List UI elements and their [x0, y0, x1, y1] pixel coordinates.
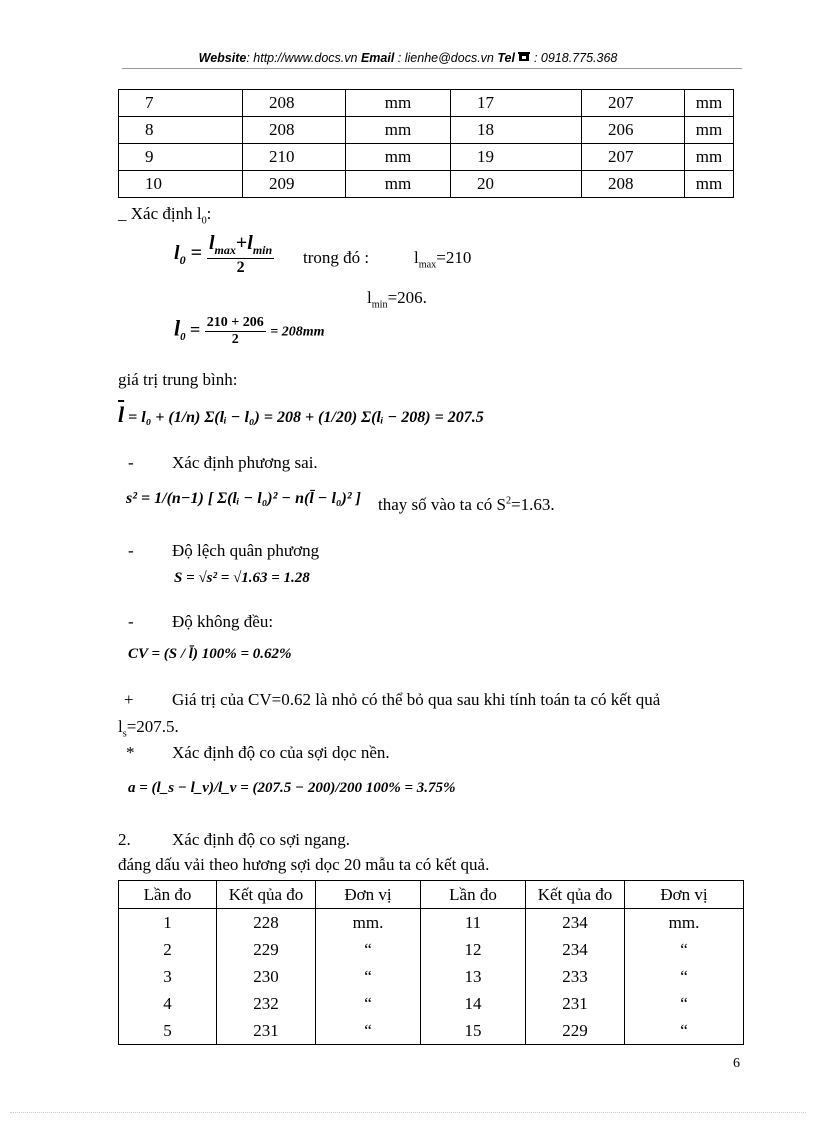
text: _ Xác định l	[118, 204, 202, 223]
formula-eq: =	[190, 319, 201, 340]
table-cell: 230	[217, 963, 316, 990]
table-cell: 13	[421, 963, 526, 990]
cv-conclusion: Giá trị của CV=0.62 là nhỏ có thể bỏ qua sau khi tính toán ta có kết quả	[172, 690, 661, 709]
text: thay số vào ta có S	[378, 495, 506, 514]
table-cell: 233	[526, 963, 625, 990]
table-cell: mm	[685, 144, 734, 171]
table-cell: 3	[119, 963, 217, 990]
formula-sub: 0	[179, 253, 186, 268]
table-cell: 231	[217, 1017, 316, 1045]
bullet-plus: +	[124, 690, 134, 709]
formula-symbol: l	[208, 232, 215, 254]
table-cell: 207	[582, 144, 685, 171]
table-row	[119, 909, 744, 937]
table-cell: 208	[243, 117, 346, 144]
formula-mean	[118, 402, 484, 428]
text: =206.	[387, 288, 427, 307]
column-header: Kết qủa đo	[217, 881, 316, 909]
formula-sub: 0	[180, 331, 186, 344]
table-row	[119, 90, 734, 117]
tel-label: Tel	[497, 51, 515, 65]
text: l	[414, 248, 419, 267]
formula-fraction	[205, 315, 266, 348]
table-cell: 231	[526, 990, 625, 1017]
table-cell: “	[625, 963, 744, 990]
table-cell: 206	[582, 117, 685, 144]
table-cell: 7	[119, 90, 243, 117]
formula-denominator: 2	[231, 332, 239, 347]
table-cell: “	[625, 1017, 744, 1045]
formula-variance	[126, 490, 361, 508]
header-divider	[122, 68, 742, 69]
page-header	[0, 51, 816, 65]
table-cell: “	[625, 936, 744, 963]
table-cell: “	[625, 990, 744, 1017]
measurement-table-1	[118, 89, 734, 198]
table-cell: 210	[243, 144, 346, 171]
ls-result	[118, 717, 179, 739]
table-row	[119, 990, 744, 1017]
warp-shrinkage-heading: Xác định độ co của sợi dọc nền.	[172, 743, 390, 762]
email-label: Email	[360, 51, 395, 65]
table-cell: 209	[243, 171, 346, 198]
table-row	[119, 936, 744, 963]
superscript: 2	[505, 495, 512, 507]
table-cell: 2	[119, 936, 217, 963]
footer-dotted-line	[10, 1112, 806, 1113]
table-cell: 14	[421, 990, 526, 1017]
table-cell: 1	[119, 909, 217, 937]
table-cell: 229	[217, 936, 316, 963]
formula-eq: =	[190, 242, 202, 265]
formula-fraction	[207, 232, 274, 277]
text: =207.5.	[126, 717, 179, 736]
formula-denominator: 2	[236, 259, 245, 276]
table-cell: mm	[346, 144, 451, 171]
table-cell: 8	[119, 117, 243, 144]
formula-variance-expression: s² = 1/(n−1) [ Σ(lᵢ − l₀)² − n(l̄ − l₀)² ]	[126, 490, 361, 507]
column-header: Đơn vị	[316, 881, 421, 909]
table-cell: 18	[451, 117, 582, 144]
table-cell: mm	[685, 171, 734, 198]
subscript: min	[371, 299, 388, 311]
table-cell: mm	[685, 117, 734, 144]
formula-std-dev: S = √s² = √1.63 = 1.28	[174, 570, 310, 586]
table-cell: 10	[119, 171, 243, 198]
table-cell: 229	[526, 1017, 625, 1045]
subscript: max	[418, 259, 437, 271]
formula-sub: min	[252, 243, 273, 257]
table-row	[119, 171, 734, 198]
cv-heading: Độ không đều:	[172, 612, 274, 631]
formula-symbol: $\overline{l}$	[118, 402, 125, 427]
weft-shrinkage-heading: Xác định độ co sợi ngang.	[172, 830, 351, 849]
table-cell: mm	[346, 171, 451, 198]
tel-text: : 0918.775.368	[533, 51, 618, 65]
column-header: Lần đo	[119, 881, 217, 909]
table-cell: mm.	[625, 909, 744, 937]
table-cell: 4	[119, 990, 217, 1017]
measurement-table-2	[118, 880, 744, 1045]
bullet-dash: -	[128, 612, 134, 631]
text: l	[118, 717, 123, 736]
section-determine-l0	[118, 204, 211, 226]
table-cell: 12	[421, 936, 526, 963]
table-row	[119, 144, 734, 171]
table-cell: 208	[243, 90, 346, 117]
table-cell: “	[316, 1017, 421, 1045]
email-text: : lienhe@docs.vn	[394, 51, 498, 65]
bullet-dash: -	[128, 453, 134, 472]
table-cell: mm.	[316, 909, 421, 937]
table-cell: mm	[346, 117, 451, 144]
subscript: s	[122, 728, 127, 740]
formula-op: +	[235, 232, 248, 254]
formula-warp-shrinkage: a = (l_s − l_v)/l_v = (207.5 − 200)/200 100% = 3.75%	[128, 780, 456, 796]
website-label: Website	[198, 51, 247, 65]
table-cell: 228	[217, 909, 316, 937]
text: l	[367, 288, 372, 307]
std-dev-heading: Độ lệch quân phương	[172, 541, 320, 560]
table-row	[119, 117, 734, 144]
text: =210	[436, 248, 472, 267]
table-header-row	[119, 881, 744, 909]
bullet-dash: -	[128, 541, 134, 560]
table-cell: “	[316, 990, 421, 1017]
table-cell: 234	[526, 936, 625, 963]
table-cell: “	[316, 963, 421, 990]
column-header: Đơn vị	[625, 881, 744, 909]
table-cell: 207	[582, 90, 685, 117]
formula-symbol: l	[174, 242, 180, 265]
formula-result: = 208mm	[270, 324, 325, 340]
table-cell: 9	[119, 144, 243, 171]
phone-icon	[518, 51, 530, 65]
table-cell: 232	[217, 990, 316, 1017]
mean-label: giá trị trung bình:	[118, 370, 238, 389]
formula-symbol: l	[174, 315, 181, 341]
table-cell: 15	[421, 1017, 526, 1045]
table-cell: 234	[526, 909, 625, 937]
formula-l0-calc	[174, 315, 325, 348]
text: :	[206, 204, 212, 223]
formula-numerator: 210 + 206	[206, 315, 264, 330]
table-cell: 19	[451, 144, 582, 171]
table-cell: 17	[451, 90, 582, 117]
formula-sub: max	[214, 243, 236, 257]
formula-symbol: l	[247, 232, 253, 254]
lmin-value	[367, 288, 427, 310]
trong-do-label: trong đó :	[303, 248, 370, 267]
table-cell: 208	[582, 171, 685, 198]
table-cell: 20	[451, 171, 582, 198]
subscript: 0	[201, 215, 207, 227]
page-number: 6	[733, 1056, 740, 1071]
lmax-value	[414, 248, 471, 270]
table-cell: mm	[346, 90, 451, 117]
column-header: Lần đo	[421, 881, 526, 909]
table-cell: mm	[685, 90, 734, 117]
table-row	[119, 963, 744, 990]
table-row	[119, 1017, 744, 1045]
table-cell: “	[316, 936, 421, 963]
variance-result	[378, 495, 555, 515]
column-header: Kết qủa đo	[526, 881, 625, 909]
website-text: : http://www.docs.vn	[246, 51, 361, 65]
text: =1.63.	[511, 495, 555, 514]
formula-mean-expression: = l₀ + (1/n) Σ(lᵢ − l₀) = 208 + (1/20) Σ(lᵢ − 208) = 207.5	[128, 409, 484, 426]
bullet-star: *	[126, 743, 135, 762]
table-cell: 11	[421, 909, 526, 937]
section-number: 2.	[118, 830, 131, 849]
formula-cv: CV = (S / l̄) 100% = 0.62%	[128, 646, 292, 662]
table-cell: 5	[119, 1017, 217, 1045]
variance-heading: Xác định phương sai.	[172, 453, 318, 472]
weft-intro: đáng dấu vải theo hương sợi dọc 20 mẫu ta có kết quả.	[118, 855, 490, 874]
formula-l0-definition	[174, 232, 274, 277]
